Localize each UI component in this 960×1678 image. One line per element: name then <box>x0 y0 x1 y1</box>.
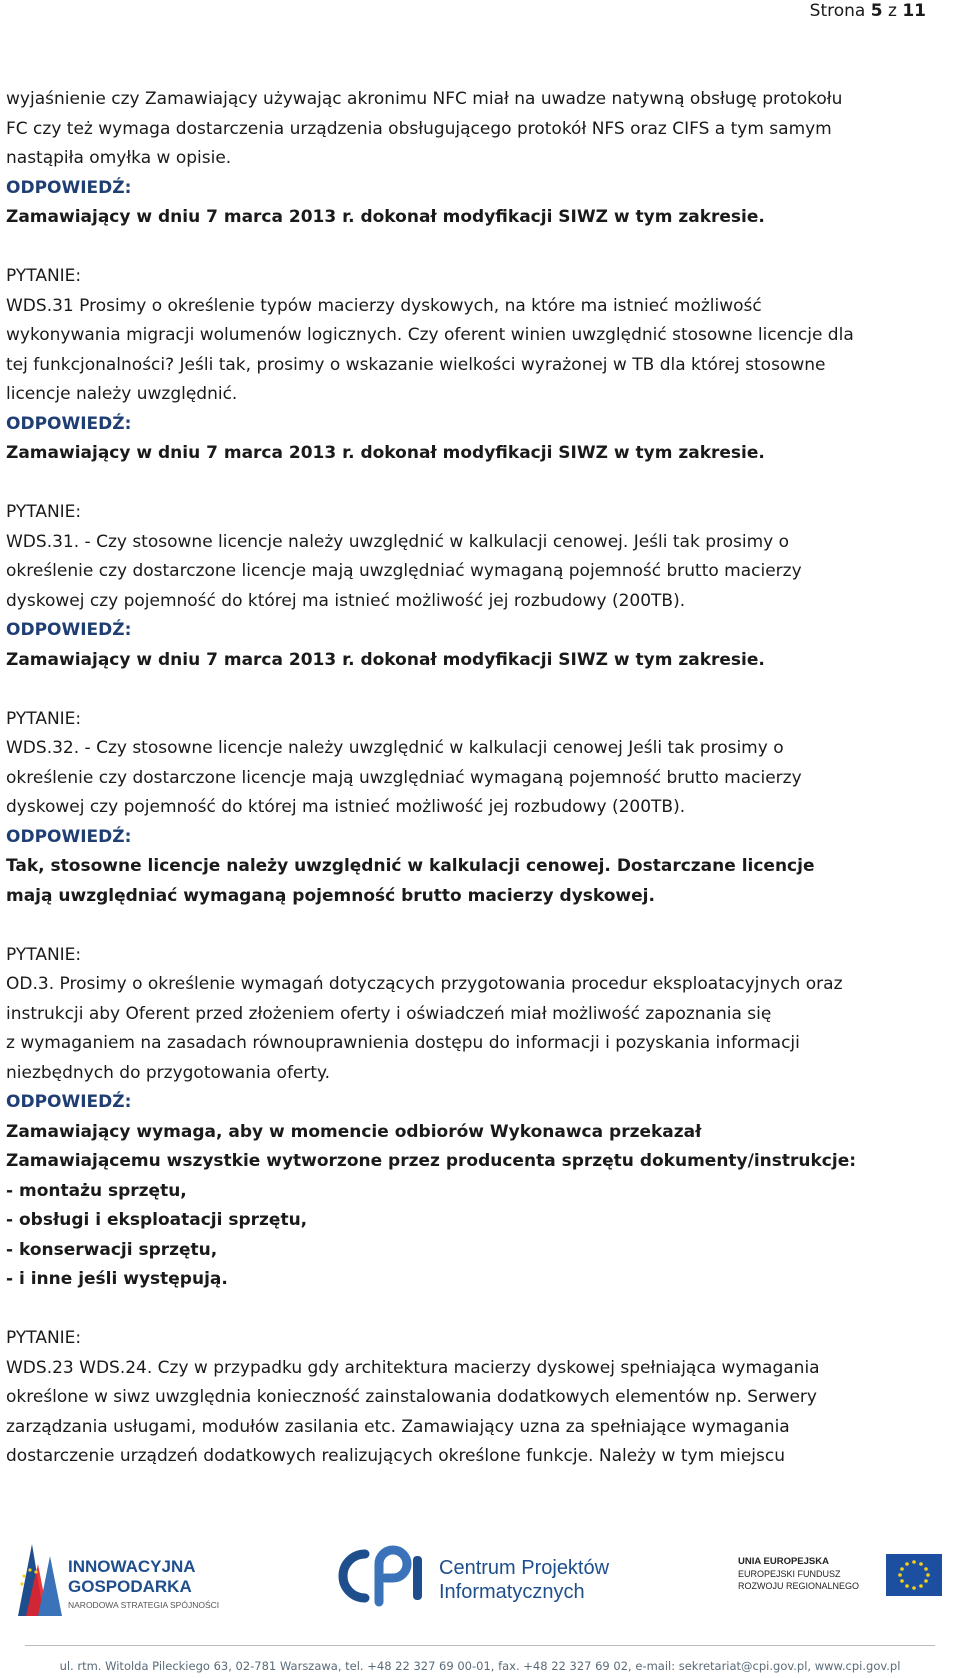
page-separator: z <box>887 1 897 21</box>
answer-line: Zamawiający w dniu 7 marca 2013 r. dokonał modyfikacji SIWZ w tym zakresie. <box>6 649 765 670</box>
logo-innowacyjna-line2: GOSPODARKA <box>68 1577 192 1596</box>
question-label: PYTANIE: <box>6 944 82 965</box>
answer-list-item: - montażu sprzętu, <box>6 1180 187 1201</box>
question-line: licencje należy uwzględnić. <box>6 384 238 404</box>
question-line: WDS.32. - Czy stosowne licencje należy uwzględnić w kalkulacji cenowej Jeśli tak prosimy o <box>6 738 784 758</box>
question-line: określone w siwz uwzględnia konieczność zainstalowania dodatkowych elementów np. Serwery <box>6 1387 817 1407</box>
question-line: niezbędnych do przygotowania oferty. <box>6 1062 331 1083</box>
question-line: WDS.23 WDS.24. Czy w przypadku gdy architektura macierzy dyskowej spełniająca wymagania <box>6 1357 820 1378</box>
innowacyjna-gospodarka-logo <box>10 1538 240 1618</box>
question-label: PYTANIE: <box>6 708 82 729</box>
question-label: PYTANIE: <box>6 266 82 286</box>
logo-innowacyjna-line1: INNOWACYJNA <box>68 1557 196 1576</box>
question-line: FC czy też wymaga dostarczenia urządzenia obsługującego protokół NFS oraz CIFS a tym samym <box>6 118 832 139</box>
answer-line: Zamawiający w dniu 7 marca 2013 r. dokonał modyfikacji SIWZ w tym zakresie. <box>6 207 765 227</box>
answer-list-item: - konserwacji sprzętu, <box>6 1239 218 1260</box>
logo-cpi-line1: Centrum Projektów <box>439 1557 610 1579</box>
logo-innowacyjna-line3: NARODOWA STRATEGIA SPÓJNOŚCI <box>68 1600 220 1610</box>
question-line: określenie czy dostarczone licencje mają uwzględniać wymaganą pojemność brutto macierzy <box>6 561 802 581</box>
page-current: 5 <box>870 1 883 21</box>
question-line: dostarczenie urządzeń dodatkowych realizujących określone funkcje. Należy w tym miejscu <box>6 1446 785 1466</box>
logo-ue-line1: UNIA EUROPEJSKA <box>738 1556 829 1567</box>
answer-line: Zamawiającemu wszystkie wytworzone przez producenta sprzętu dokumenty/instrukcje: <box>6 1151 857 1171</box>
answer-label: ODPOWIEDŹ: <box>6 826 132 847</box>
question-line: nastąpiła omyłka w opisie. <box>6 148 232 168</box>
footer-logos <box>0 1528 960 1628</box>
cpi-logo-mark: CPI <box>335 1542 337 1543</box>
answer-list-item: - obsługi i eksploatacji sprzętu, <box>6 1210 308 1230</box>
question-line: dyskowej czy pojemność do której ma istnieć możliwość jej rozbudowy (200TB). <box>6 590 686 611</box>
question-line: określenie czy dostarczone licencje mają uwzględniać wymaganą pojemność brutto macierzy <box>6 767 802 788</box>
cpi-logo <box>335 1542 645 1612</box>
question-line: dyskowej czy pojemność do której ma istnieć możliwość jej rozbudowy (200TB). <box>6 797 686 817</box>
answer-label: ODPOWIEDŹ: <box>6 620 132 640</box>
logo-cpi-line2: Informatycznych <box>439 1581 585 1603</box>
question-line: tej funkcjonalności? Jeśli tak, prosimy o wskazanie wielkości wyrażonej w TB dla której stosowne <box>6 354 826 375</box>
answer-line: mają uwzględniać wymaganą pojemność brutto macierzy dyskowej. <box>6 885 655 906</box>
question-line: zarządzania usługami, modułów zasilania etc. Zamawiający uzna za spełniające wymagania <box>6 1416 790 1437</box>
question-line: WDS.31 Prosimy o określenie typów macierzy dyskowych, na które ma istnieć możliwość <box>6 295 762 316</box>
question-line: wykonywania migracji wolumenów logicznych. Czy oferent winien uwzględnić stosowne licencje dla <box>6 325 854 345</box>
question-label: PYTANIE: <box>6 502 82 522</box>
answer-list-item: - i inne jeśli występują. <box>6 1269 228 1289</box>
question-line: instrukcji aby Oferent przed złożeniem oferty i oświadczeń miał możliwość zapoznania się <box>6 1003 772 1024</box>
page-prefix: Strona <box>809 1 866 21</box>
page-number <box>810 0 926 22</box>
document-body <box>6 85 956 1472</box>
answer-line: Zamawiający wymaga, aby w momencie odbiorów Wykonawca przekazał <box>6 1121 702 1142</box>
question-label: PYTANIE: <box>6 1328 82 1348</box>
question-line: z wymaganiem na zasadach równouprawnienia dostępu do informacji i pozyskania informacji <box>6 1033 800 1053</box>
answer-label: ODPOWIEDŹ: <box>6 177 132 198</box>
page-total: 11 <box>902 1 926 21</box>
footer-address: ul. rtm. Witolda Pileckiego 63, 02-781 Warszawa, tel. +48 22 327 69 00-01, fax. +48 22 327 69 02, e-mail: sekretariat@cpi.gov.pl, www.cpi.gov.pl <box>59 1659 901 1673</box>
answer-line: Zamawiający w dniu 7 marca 2013 r. dokonał modyfikacji SIWZ w tym zakresie. <box>6 443 765 463</box>
question-line: WDS.31. - Czy stosowne licencje należy uwzględnić w kalkulacji cenowej. Jeśli tak prosimy o <box>6 531 790 552</box>
question-line: wyjaśnienie czy Zamawiający używając akronimu NFC miał na uwadze natywną obsługę protokołu <box>6 89 843 109</box>
eu-logo <box>738 1550 948 1605</box>
answer-line: Tak, stosowne licencje należy uwzględnić w kalkulacji cenowej. Dostarczane licencje <box>6 856 815 876</box>
answer-label: ODPOWIEDŹ: <box>6 413 132 434</box>
footer-divider <box>25 1645 935 1646</box>
answer-label: ODPOWIEDŹ: <box>6 1092 132 1112</box>
logo-ue-line2: EUROPEJSKI FUNDUSZ <box>738 1569 841 1579</box>
logo-ue-line3: ROZWOJU REGIONALNEGO <box>738 1581 860 1591</box>
question-line: OD.3. Prosimy o określenie wymagań dotyczących przygotowania procedur eksploatacyjnych oraz <box>6 974 843 994</box>
